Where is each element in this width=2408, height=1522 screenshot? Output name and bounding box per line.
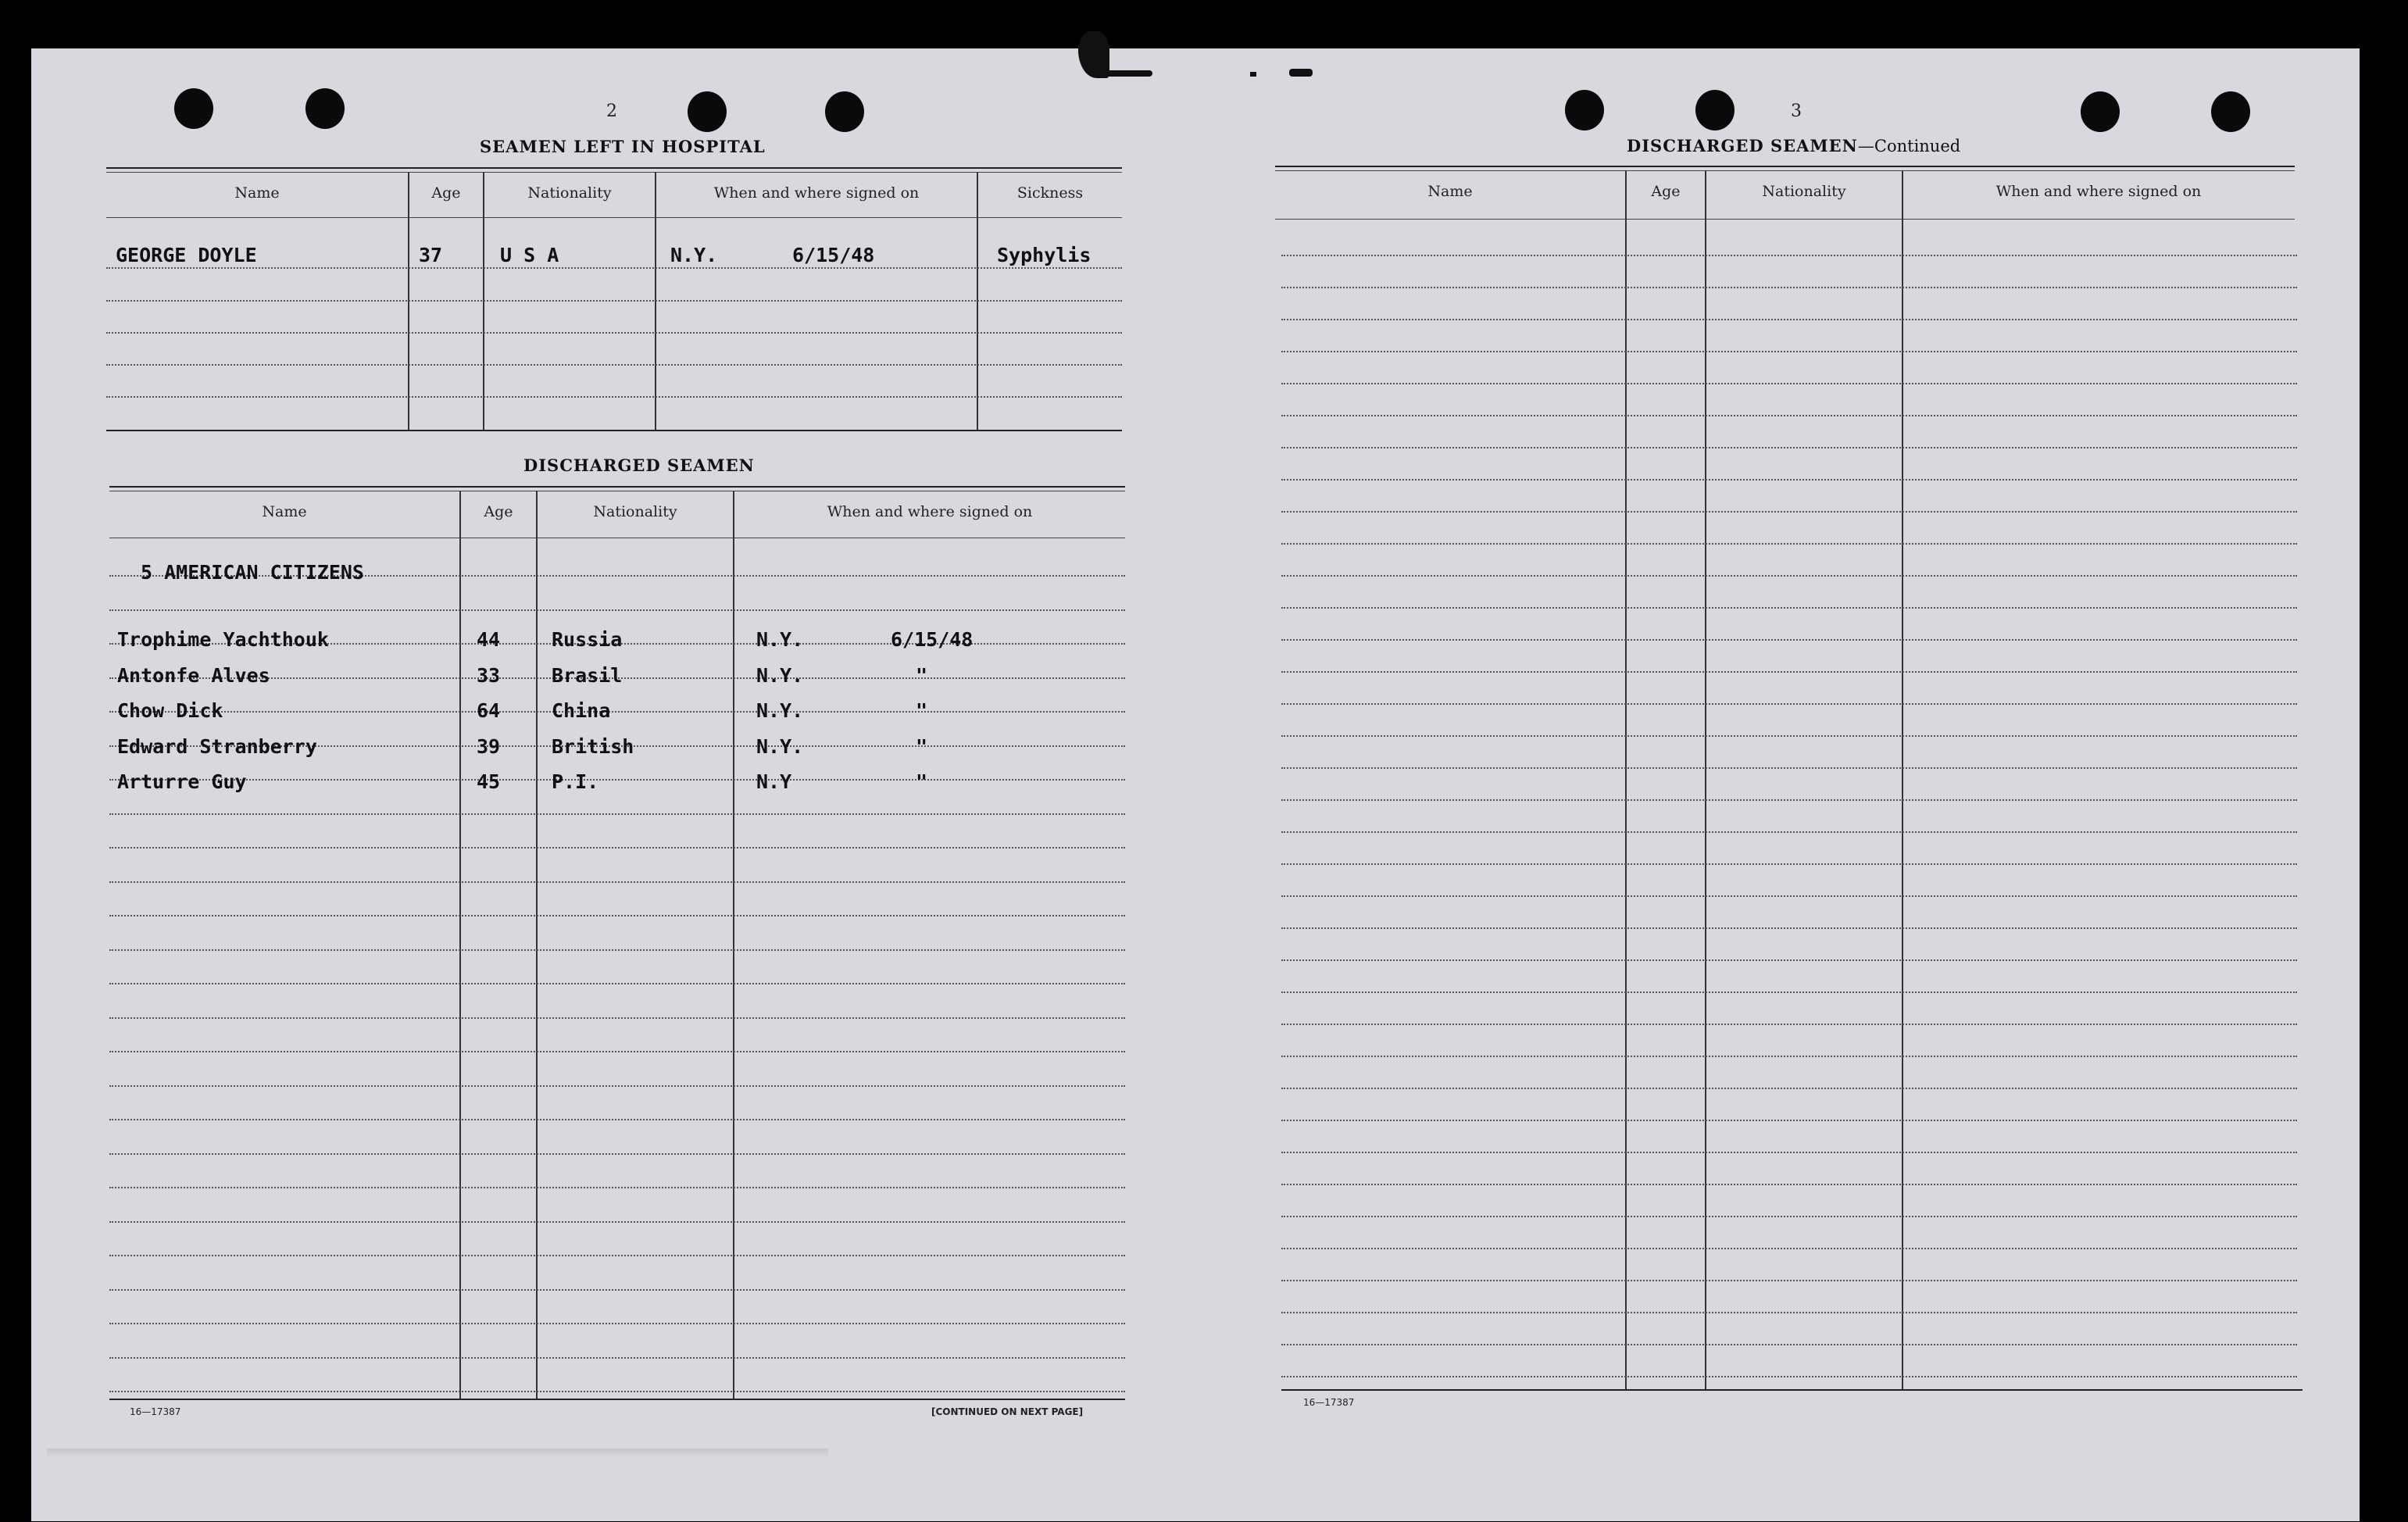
table-rule bbox=[1275, 166, 2295, 167]
discharged-name-cell: Edward Stranberry bbox=[117, 735, 317, 758]
ruled-line bbox=[109, 1391, 1125, 1392]
left-form-number: 16—17387 bbox=[130, 1406, 181, 1417]
ruled-line bbox=[1281, 927, 2297, 929]
punch-hole bbox=[174, 88, 213, 129]
ruled-line bbox=[1281, 767, 2297, 769]
ruled-line bbox=[1281, 415, 2297, 416]
table-rule bbox=[109, 1399, 1125, 1400]
ruled-line bbox=[109, 711, 1125, 713]
ruled-line bbox=[1281, 1120, 2297, 1121]
ruled-line bbox=[1281, 511, 2297, 513]
torn-paper-edge bbox=[1106, 70, 1152, 77]
column-divider bbox=[1625, 170, 1627, 1389]
continued-header-nationality: Nationality bbox=[1762, 183, 1846, 200]
ruled-line bbox=[109, 1255, 1125, 1256]
table-rule bbox=[106, 167, 1122, 169]
ruled-line bbox=[109, 1289, 1125, 1291]
discharged-age-cell: 39 bbox=[477, 735, 501, 758]
discharged-nationality-cell: P.I. bbox=[552, 770, 599, 793]
ruled-line bbox=[109, 1221, 1125, 1223]
continued-header-name: Name bbox=[1427, 183, 1473, 200]
citizens-note: 5 AMERICAN CITIZENS bbox=[141, 561, 364, 584]
hospital-place-cell: N.Y. bbox=[670, 244, 718, 266]
ruled-line bbox=[1281, 1344, 2297, 1345]
ruled-line bbox=[109, 915, 1125, 916]
right-form-number: 16—17387 bbox=[1303, 1397, 1355, 1408]
ruled-line bbox=[109, 813, 1125, 815]
discharged-nationality-cell: China bbox=[552, 699, 611, 722]
ruled-line bbox=[1281, 479, 2297, 481]
ruled-line bbox=[1281, 799, 2297, 801]
punch-hole bbox=[2081, 91, 2120, 132]
torn-paper-edge bbox=[1289, 69, 1313, 77]
ruled-line bbox=[1281, 447, 2297, 448]
punch-hole bbox=[1565, 90, 1604, 130]
continued-title-text: DISCHARGED SEAMEN bbox=[1627, 136, 1858, 155]
discharged-age-cell: 33 bbox=[477, 664, 501, 687]
discharged-date-cell: " bbox=[916, 664, 928, 687]
ruled-line bbox=[1281, 1184, 2297, 1185]
discharged-age-cell: 45 bbox=[477, 770, 501, 793]
ruled-line bbox=[1281, 831, 2297, 833]
hospital-name-cell: GEORGE DOYLE bbox=[116, 244, 257, 266]
column-divider bbox=[1705, 170, 1706, 1389]
hospital-date-cell: 6/15/48 bbox=[792, 244, 875, 266]
ruled-line bbox=[1281, 255, 2297, 256]
ruled-line bbox=[1281, 895, 2297, 897]
discharged-header-nationality: Nationality bbox=[593, 503, 677, 520]
ruled-line bbox=[1281, 1056, 2297, 1057]
ruled-line bbox=[1281, 991, 2297, 993]
ruled-line bbox=[1281, 959, 2297, 961]
punch-hole bbox=[688, 91, 727, 132]
ruled-line bbox=[1281, 319, 2297, 320]
ruled-line bbox=[1281, 351, 2297, 352]
column-divider bbox=[536, 491, 538, 1399]
discharged-place-cell: N.Y bbox=[756, 770, 792, 793]
punch-hole bbox=[305, 88, 345, 129]
ruled-line bbox=[1281, 863, 2297, 865]
column-divider bbox=[733, 491, 734, 1399]
ruled-line bbox=[1281, 1376, 2297, 1377]
discharged-header-age: Age bbox=[484, 503, 513, 520]
ruled-line bbox=[1281, 1088, 2297, 1089]
table-rule bbox=[1275, 219, 2295, 220]
discharged-date-cell: " bbox=[916, 699, 928, 722]
column-divider bbox=[1902, 170, 1903, 1389]
discharged-nationality-cell: British bbox=[552, 735, 634, 758]
ruled-line bbox=[1281, 1280, 2297, 1281]
ruled-line bbox=[109, 1153, 1125, 1155]
discharged-name-cell: Arturre Guy bbox=[117, 770, 247, 793]
hospital-section-title: SEAMEN LEFT IN HOSPITAL bbox=[480, 137, 766, 156]
torn-paper-edge bbox=[1250, 72, 1256, 77]
ruled-line bbox=[109, 779, 1125, 781]
ruled-line bbox=[109, 609, 1125, 611]
ruled-line bbox=[1281, 735, 2297, 737]
discharged-age-cell: 64 bbox=[477, 699, 501, 722]
hospital-header-sickness: Sickness bbox=[1016, 184, 1084, 202]
ruled-line bbox=[106, 300, 1122, 302]
right-page-number: 3 bbox=[1791, 102, 1802, 121]
ruled-line bbox=[109, 1085, 1125, 1087]
discharged-age-cell: 44 bbox=[477, 628, 501, 651]
continued-note: [CONTINUED ON NEXT PAGE] bbox=[931, 1406, 1084, 1417]
table-rule bbox=[1275, 170, 2295, 171]
ruled-line bbox=[1281, 543, 2297, 545]
hospital-header-nationality: Nationality bbox=[527, 184, 612, 202]
ruled-line bbox=[109, 983, 1125, 984]
ruled-line bbox=[1281, 639, 2297, 641]
continued-header-age: Age bbox=[1651, 183, 1681, 200]
discharged-name-cell: Trophime Yachthouk bbox=[117, 628, 329, 651]
hospital-header-signed-on: When and where signed on bbox=[713, 184, 920, 202]
ruled-line bbox=[106, 267, 1122, 269]
ruled-line bbox=[1281, 671, 2297, 673]
ruled-line bbox=[106, 364, 1122, 366]
document-paper bbox=[31, 48, 2360, 1521]
ruled-line bbox=[1281, 575, 2297, 577]
discharged-place-cell: N.Y. bbox=[756, 699, 804, 722]
discharged-nationality-cell: Brasil bbox=[552, 664, 623, 687]
ruled-line bbox=[106, 332, 1122, 334]
discharged-name-cell: Chow Dick bbox=[117, 699, 223, 722]
punch-hole bbox=[2211, 91, 2250, 132]
table-rule bbox=[1281, 1389, 2303, 1391]
ruled-line bbox=[1281, 383, 2297, 384]
hospital-nationality-cell: U S A bbox=[500, 244, 559, 266]
ruled-line bbox=[1281, 1312, 2297, 1313]
ruled-line bbox=[1281, 1248, 2297, 1249]
ruled-line bbox=[109, 1187, 1125, 1188]
ruled-line bbox=[109, 1051, 1125, 1052]
discharged-date-cell: " bbox=[916, 770, 928, 793]
discharged-section-title: DISCHARGED SEAMEN bbox=[523, 456, 755, 475]
punch-hole bbox=[825, 91, 864, 132]
continued-section-title bbox=[1627, 136, 1960, 155]
ruled-line bbox=[1281, 1152, 2297, 1153]
table-rule bbox=[106, 217, 1122, 218]
ruled-line bbox=[106, 396, 1122, 398]
discharged-place-cell: N.Y. bbox=[756, 628, 804, 651]
table-rule bbox=[109, 486, 1125, 488]
ruled-line bbox=[109, 1323, 1125, 1324]
ruled-line bbox=[109, 847, 1125, 849]
hospital-header-age: Age bbox=[431, 184, 461, 202]
continued-title-suffix: —Continued bbox=[1857, 137, 1961, 155]
ruled-line bbox=[1281, 1216, 2297, 1217]
ruled-line bbox=[109, 1119, 1125, 1120]
ruled-line bbox=[1281, 607, 2297, 609]
ruled-line bbox=[1281, 287, 2297, 288]
ruled-line bbox=[109, 1357, 1125, 1359]
discharged-date-cell: " bbox=[916, 735, 928, 758]
ruled-line bbox=[109, 949, 1125, 951]
discharged-place-cell: N.Y. bbox=[756, 735, 804, 758]
discharged-name-cell: Antonfe Alves bbox=[117, 664, 270, 687]
ruled-line bbox=[109, 1017, 1125, 1019]
discharged-header-signed-on: When and where signed on bbox=[827, 503, 1033, 520]
ruled-line bbox=[1281, 703, 2297, 705]
continued-header-signed-on: When and where signed on bbox=[1995, 183, 2202, 200]
hospital-header-name: Name bbox=[234, 184, 280, 202]
discharged-place-cell: N.Y. bbox=[756, 664, 804, 687]
left-page-number: 2 bbox=[606, 102, 617, 121]
discharged-date-cell: 6/15/48 bbox=[891, 628, 974, 651]
table-rule bbox=[106, 172, 1122, 173]
hospital-sickness-cell: Syphylis bbox=[997, 244, 1091, 266]
discharged-nationality-cell: Russia bbox=[552, 628, 623, 651]
discharged-header-name: Name bbox=[262, 503, 307, 520]
paper-fold-shadow bbox=[47, 1449, 828, 1456]
punch-hole bbox=[1695, 90, 1735, 130]
ruled-line bbox=[1281, 1024, 2297, 1025]
ruled-line bbox=[109, 881, 1125, 883]
column-divider bbox=[459, 491, 461, 1399]
table-rule bbox=[106, 430, 1122, 431]
hospital-age-cell: 37 bbox=[419, 244, 443, 266]
